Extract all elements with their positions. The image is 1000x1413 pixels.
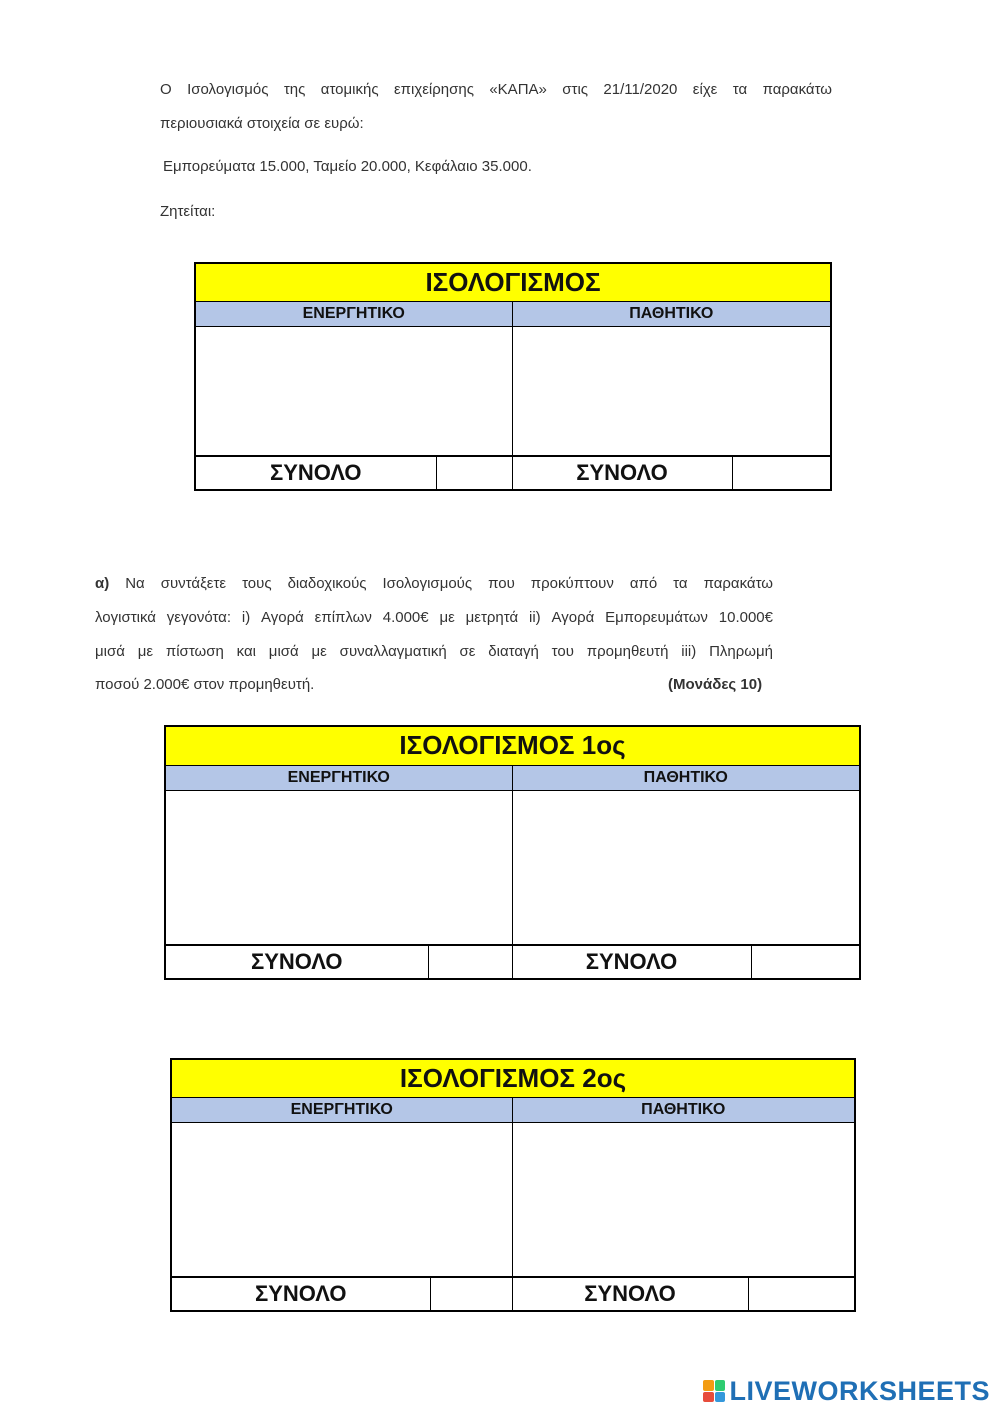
liabilities-total-field[interactable] xyxy=(751,945,860,979)
liabilities-total-label: ΣΥΝΟΛΟ xyxy=(512,1277,748,1311)
assets-total-label: ΣΥΝΟΛΟ xyxy=(165,945,428,979)
balance-sheet-initial xyxy=(194,262,832,491)
liabilities-header: ΠΑΘΗΤΙΚΟ xyxy=(512,765,860,790)
balance-title: ΙΣΟΛΟΓΙΣΜΟΣ 1ος xyxy=(165,726,860,765)
question-a-line-1 xyxy=(95,568,773,599)
question-a-line-2: λογιστικά γεγονότα: i) Αγορά επίπλων 4.000€ με μετρητά ii) Αγορά Εμπορευμάτων 10.000€ xyxy=(95,609,773,626)
liabilities-total-field[interactable] xyxy=(748,1277,855,1311)
assets-header: ΕΝΕΡΓΗΤΙΚΟ xyxy=(165,765,512,790)
assets-total-label: ΣΥΝΟΛΟ xyxy=(195,456,436,490)
question-a-text-1: Να συντάξετε τους διαδοχικούς Ισολογισμούς που προκύπτουν από τα παρακάτω xyxy=(125,575,773,592)
liabilities-header: ΠΑΘΗΤΙΚΟ xyxy=(512,301,831,326)
liabilities-header: ΠΑΘΗΤΙΚΟ xyxy=(512,1097,855,1122)
intro-line-2: περιουσιακά στοιχεία σε ευρώ: xyxy=(160,115,364,132)
balance-title: ΙΣΟΛΟΓΙΣΜΟΣ xyxy=(195,263,831,301)
assets-total-label: ΣΥΝΟΛΟ xyxy=(171,1277,430,1311)
balance-title: ΙΣΟΛΟΓΙΣΜΟΣ 2ος xyxy=(171,1059,855,1097)
assets-header: ΕΝΕΡΓΗΤΙΚΟ xyxy=(195,301,512,326)
balance-sheet-2 xyxy=(170,1058,856,1312)
liabilities-total-label: ΣΥΝΟΛΟ xyxy=(512,456,732,490)
balance-sheet-1 xyxy=(164,725,861,980)
liabilities-entry-area[interactable] xyxy=(512,1122,855,1277)
assets-entry-area[interactable] xyxy=(171,1122,512,1277)
question-a-line-4: ποσού 2.000€ στον προμηθευτή. xyxy=(95,676,315,693)
liveworksheets-wordmark: LIVEWORKSHEETS xyxy=(729,1375,990,1406)
liabilities-total-label: ΣΥΝΟΛΟ xyxy=(512,945,751,979)
assets-total-field[interactable] xyxy=(436,456,512,490)
assets-total-field[interactable] xyxy=(428,945,512,979)
assets-header: ΕΝΕΡΓΗΤΙΚΟ xyxy=(171,1097,512,1122)
question-a-points: (Μονάδες 10) xyxy=(668,676,763,693)
liveworksheets-logo-icon xyxy=(703,1380,725,1402)
assets-total-field[interactable] xyxy=(430,1277,512,1311)
liabilities-entry-area[interactable] xyxy=(512,326,831,456)
assets-line: Εμπορεύματα 15.000, Ταμείο 20.000, Κεφάλαιο 35.000. xyxy=(163,158,532,175)
intro-line-1: Ο Ισολογισμός της ατομικής επιχείρησης «ΚΑΠΑ» στις 21/11/2020 είχε τα παρακάτω xyxy=(160,81,832,98)
asked-label: Ζητείται: xyxy=(160,203,216,220)
assets-entry-area[interactable] xyxy=(165,790,512,945)
question-a-label: α) xyxy=(95,575,110,592)
liabilities-entry-area[interactable] xyxy=(512,790,860,945)
liveworksheets-brand xyxy=(703,1377,990,1405)
assets-entry-area[interactable] xyxy=(195,326,512,456)
question-a-line-3: μισά με πίστωση και μισά με συναλλαγματική σε διαταγή του προμηθευτή iii) Πληρωμή xyxy=(95,643,773,660)
liabilities-total-field[interactable] xyxy=(732,456,831,490)
